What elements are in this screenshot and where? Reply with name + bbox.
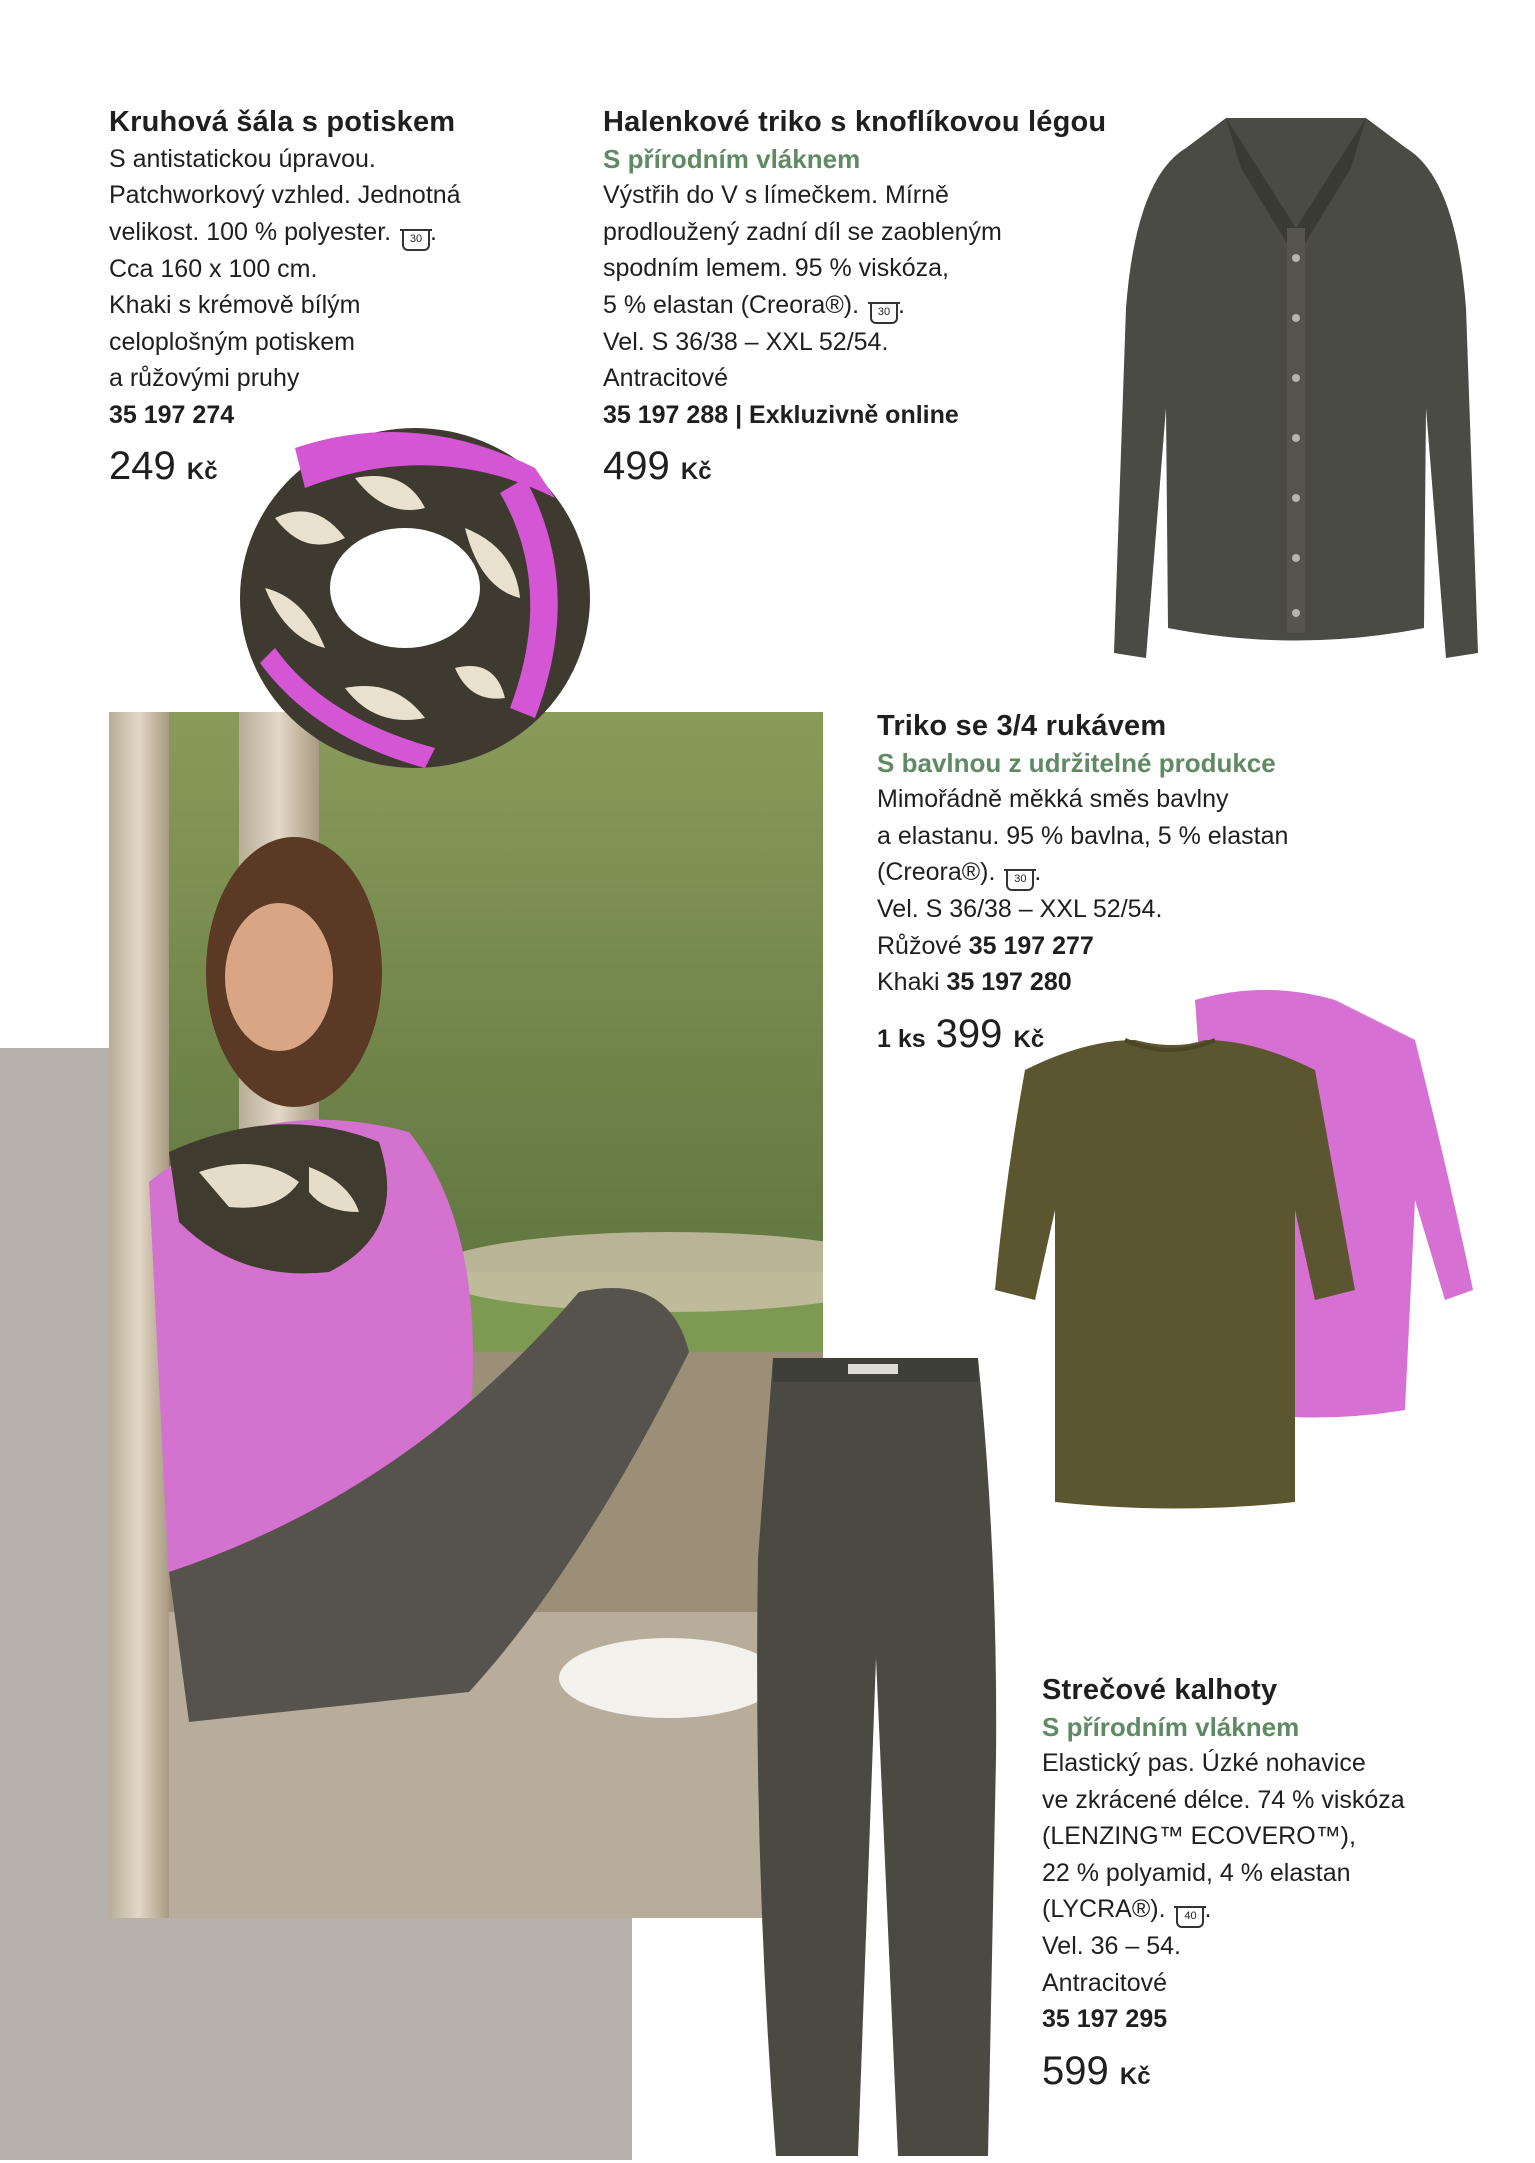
tee-size: Vel. S 36/38 – XXL 52/54.: [877, 895, 1163, 923]
model-photo: [109, 712, 823, 1918]
model-photo-illustration: [109, 712, 823, 1918]
pants-line: Vel. 36 – 54.: [1042, 1932, 1182, 1960]
tee-line-wash: (Creora®). 30 .: [877, 854, 1288, 891]
scarf-line: Patchworkový vzhled. Jednotná: [109, 181, 461, 209]
tee-title: Triko se 3/4 rukávem: [877, 710, 1167, 742]
wash-30-icon: 30: [1006, 869, 1034, 891]
scarf-line: celoplošným potiskem: [109, 327, 355, 356]
tee-description: [877, 708, 1288, 1063]
scarf-price: 249 Kč: [109, 444, 218, 488]
blouse-line: Výstřih do V s límečkem. Mírně: [603, 181, 949, 209]
blouse-line: Antracitové: [603, 364, 729, 392]
pants-line: 22 % polyamid, 4 % elastan: [1042, 1858, 1351, 1887]
tee-color-khaki: Khaki 35 197 280: [877, 968, 1072, 996]
tee-color-pink: Růžové 35 197 277: [877, 931, 1094, 960]
scarf-description: [109, 104, 461, 495]
blouse-title: Halenkové triko s knoflíkovou légou: [603, 106, 1107, 138]
blouse-product-image: [1106, 108, 1486, 668]
scarf-code: 35 197 274: [109, 400, 235, 429]
blouse-line: spodním lemem. 95 % viskóza,: [603, 254, 949, 282]
pants-code: 35 197 295: [1042, 2005, 1168, 2033]
pants-line: (LENZING™ ECOVERO™),: [1042, 1822, 1356, 1850]
pants-product-image: [748, 1358, 1008, 2158]
pants-line: Elastický pas. Úzké nohavice: [1042, 1749, 1366, 1777]
wash-40-icon: 40: [1176, 1906, 1204, 1928]
tee-line: a elastanu. 95 % bavlna, 5 % elastan: [877, 821, 1289, 850]
scarf-line: a růžovými pruhy: [109, 364, 300, 392]
scarf-line: Khaki s krémově bílým: [109, 291, 361, 319]
blouse-line: Vel. S 36/38 – XXL 52/54.: [603, 327, 889, 356]
blouse-code: 35 197 288 | Exkluzivně online: [603, 400, 959, 429]
wash-30-icon: 30: [402, 229, 430, 251]
scarf-line-wash: velikost. 100 % polyester. 30 .: [109, 214, 461, 251]
pants-line: Antracitové: [1042, 1968, 1168, 1997]
pants-line: ve zkrácené délce. 74 % viskóza: [1042, 1785, 1405, 1814]
pants-price: 599 Kč: [1042, 2048, 1151, 2093]
blouse-subtitle: S přírodním vláknem: [603, 143, 861, 174]
wash-30-icon: 30: [870, 302, 898, 324]
blouse-price: 499 Kč: [603, 444, 712, 488]
pants-description: [1042, 1672, 1405, 2100]
blouse-line-wash: 5 % elastan (Creora®). 30 .: [603, 287, 1106, 324]
blouse-line: prodloužený zadní díl se zaobleným: [603, 217, 1002, 246]
scarf-line: S antistatickou úpravou.: [109, 144, 376, 173]
scarf-line: Cca 160 x 100 cm.: [109, 254, 318, 283]
tee-price: 1 ks 399 Kč: [877, 1011, 1045, 1056]
pants-title: Strečové kalhoty: [1042, 1674, 1278, 1706]
scarf-title: Kruhová šála s potiskem: [109, 106, 456, 138]
tee-subtitle: S bavlnou z udržitelné produkce: [877, 747, 1276, 778]
pants-line-wash: (LYCRA®). 40 .: [1042, 1891, 1405, 1928]
blouse-description: [603, 104, 1106, 495]
pants-subtitle: S přírodním vláknem: [1042, 1711, 1300, 1742]
tee-line: Mimořádně měkká směs bavlny: [877, 785, 1229, 813]
